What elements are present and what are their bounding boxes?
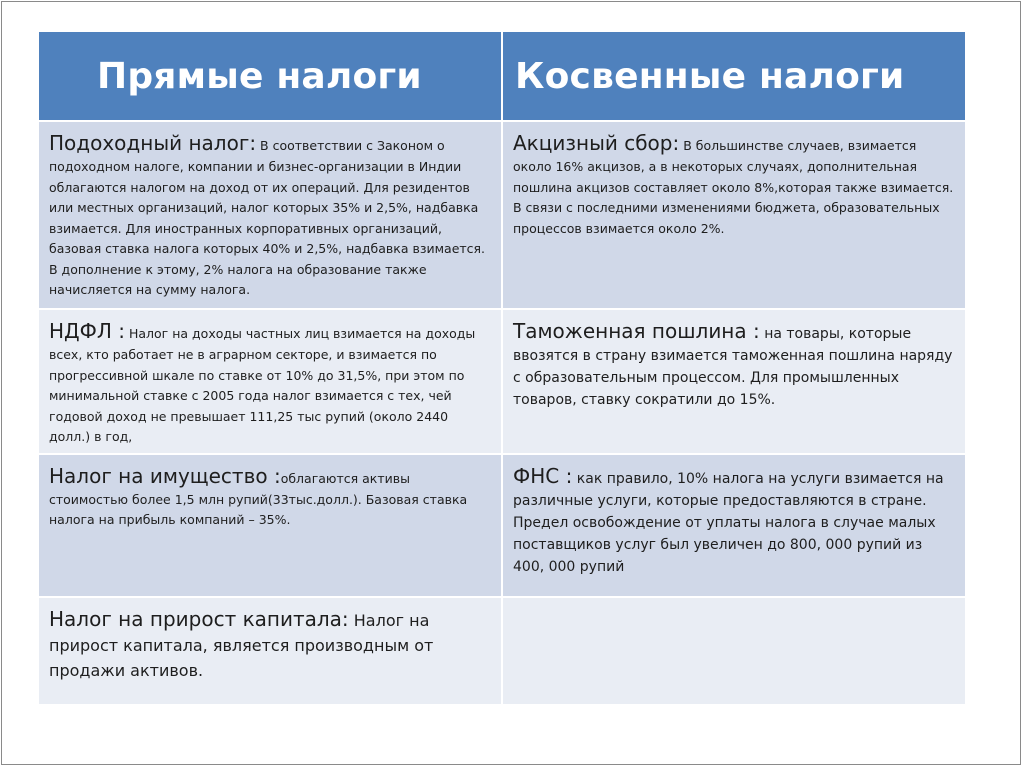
table-row [38, 454, 966, 597]
header-row [38, 31, 966, 121]
fns-title: ФНС : [513, 463, 573, 488]
tax-comparison-table [37, 30, 967, 706]
customs-title: Таможенная пошлина : [513, 319, 760, 343]
income-tax-title: Подоходный налог: [49, 131, 257, 155]
capital-gains-title: Налог на прирост капитала: [49, 606, 349, 631]
ndfl-text: Налог на доходы частных лиц взимается на доходы всех, кто работает не в аграрном секторе, и взимается по прогрессивной шкале по ставке от 10% до 31,5%, при этом по минимальной ставке с 2005 года налог взимается с тех, чей годовой доход не превышает 111,25 тыс рупий (около 2440 долл.) в год, [49, 326, 476, 444]
table-row [38, 121, 966, 309]
income-tax-cell [38, 121, 502, 309]
table-row [38, 597, 966, 705]
header-indirect-taxes: Косвенные налоги [502, 31, 966, 121]
excise-title: Акцизный сбор: [513, 131, 680, 155]
fns-text: как правило, 10% налога на услуги взимается на различные услуги, которые предоставляются в стране. Предел освобождение от уплаты налога в случае малых поставщиков услуг был увеличен до 800, 000 рупий из 400, 000 рупий [513, 470, 944, 575]
income-tax-text: В соответствии с Законом о подоходном налоге, компании и бизнес-организации в Индии облагаются налогом на доход от их операций. Для резидентов или местных организаций, налог которых 35% и 2,5%, надбавка взимается. Для иностранных корпоративных организаций, базовая ставка налога которых 40% и 2,5%, надбавка взимается. В дополнение к этому, 2% налога на образование также начисляется на сумму налога. [49, 138, 486, 297]
capital-gains-text: Налог на прирост капитала, является производным от продажи активов. [49, 610, 434, 680]
empty-cell [502, 597, 966, 705]
ndfl-cell [38, 309, 502, 454]
ndfl-title: НДФЛ : [49, 319, 126, 343]
fns-cell [502, 454, 966, 597]
property-tax-text: облагаются активы стоимостью более 1,5 млн рупий(33тыс.долл.). Базовая ставка налога на прибыль компаний – 35%. [49, 470, 468, 527]
capital-gains-cell [38, 597, 502, 705]
customs-cell [502, 309, 966, 454]
excise-cell [502, 121, 966, 309]
property-tax-title: Налог на имущество : [49, 463, 281, 488]
excise-text: В большинстве случаев, взимается около 16% акцизов, а в некоторых случаях, дополнительная пошлина акцизов составляет около 8%,которая также взимается. В связи с последними изменениями бюджета, образовательных процессов взимается около 2%. [513, 138, 954, 236]
header-direct-taxes: Прямые налоги [38, 31, 502, 121]
table-row [38, 309, 966, 454]
customs-text: на товары, которые ввозятся в страну взимается таможенная пошлина наряду с образовательным процессом. Для промышленных товаров, ставку сократили до 15%. [513, 326, 953, 408]
property-tax-cell [38, 454, 502, 597]
